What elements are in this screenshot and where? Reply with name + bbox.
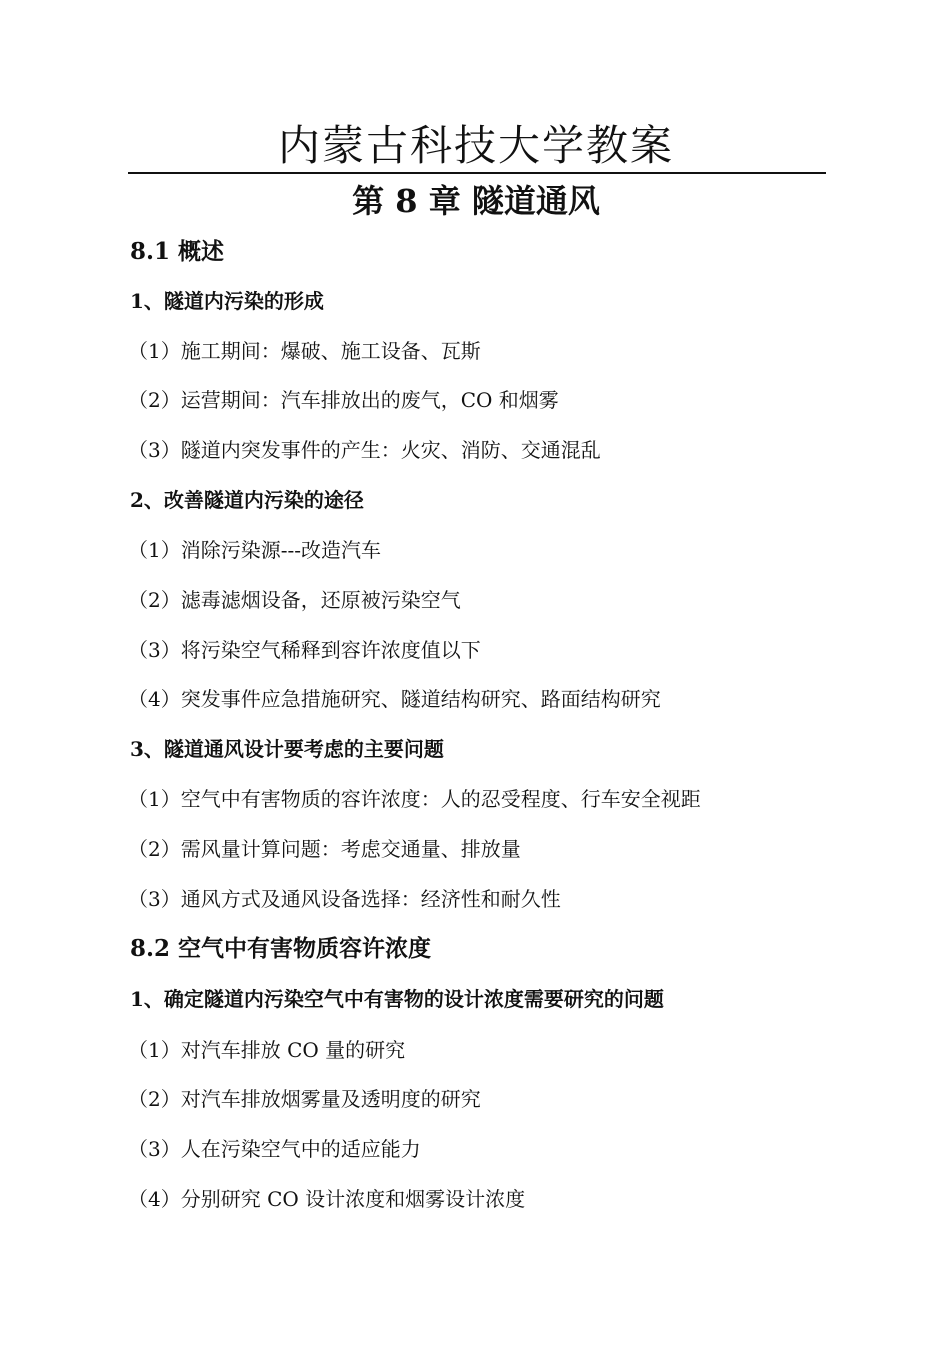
list-item: （1）对汽车排放 CO 量的研究 bbox=[128, 1038, 406, 1062]
subsection-title-pollution-formation: 1、隧道内污染的形成 bbox=[130, 289, 324, 313]
subsection-title-ventilation-design-issues: 3、隧道通风设计要考虑的主要问题 bbox=[130, 737, 444, 761]
list-item: （1）空气中有害物质的容许浓度：人的忍受程度、行车安全视距 bbox=[128, 787, 701, 811]
section-title-8-2: 8.2 空气中有害物质容许浓度 bbox=[130, 935, 432, 962]
list-item: （3）隧道内突发事件的产生：火灾、消防、交通混乱 bbox=[128, 438, 601, 462]
list-item: （4）分别研究 CO 设计浓度和烟雾设计浓度 bbox=[128, 1187, 526, 1211]
list-item: （1）消除污染源---改造汽车 bbox=[128, 538, 381, 562]
list-item: （2）对汽车排放烟雾量及透明度的研究 bbox=[128, 1087, 481, 1111]
subsection-title-design-concentration-research: 1、确定隧道内污染空气中有害物的设计浓度需要研究的问题 bbox=[130, 987, 664, 1011]
list-item: （3）通风方式及通风设备选择：经济性和耐久性 bbox=[128, 887, 561, 911]
list-item: （2）运营期间：汽车排放出的废气，CO 和烟雾 bbox=[128, 388, 559, 412]
list-item: （1）施工期间：爆破、施工设备、瓦斯 bbox=[128, 339, 481, 363]
header-divider bbox=[128, 172, 826, 174]
list-item: （2）需风量计算问题：考虑交通量、排放量 bbox=[128, 837, 521, 861]
document-header-title: 内蒙古科技大学教案 bbox=[277, 121, 674, 170]
subsection-title-pollution-improvement: 2、改善隧道内污染的途径 bbox=[130, 488, 364, 512]
chapter-title: 第 8 章 隧道通风 bbox=[352, 182, 600, 220]
section-title-8-1: 8.1 概述 bbox=[130, 238, 225, 265]
list-item: （3）将污染空气稀释到容许浓度值以下 bbox=[128, 638, 481, 662]
list-item: （4）突发事件应急措施研究、隧道结构研究、路面结构研究 bbox=[128, 687, 661, 711]
list-item: （3）人在污染空气中的适应能力 bbox=[128, 1137, 421, 1161]
list-item: （2）滤毒滤烟设备，还原被污染空气 bbox=[128, 588, 461, 612]
